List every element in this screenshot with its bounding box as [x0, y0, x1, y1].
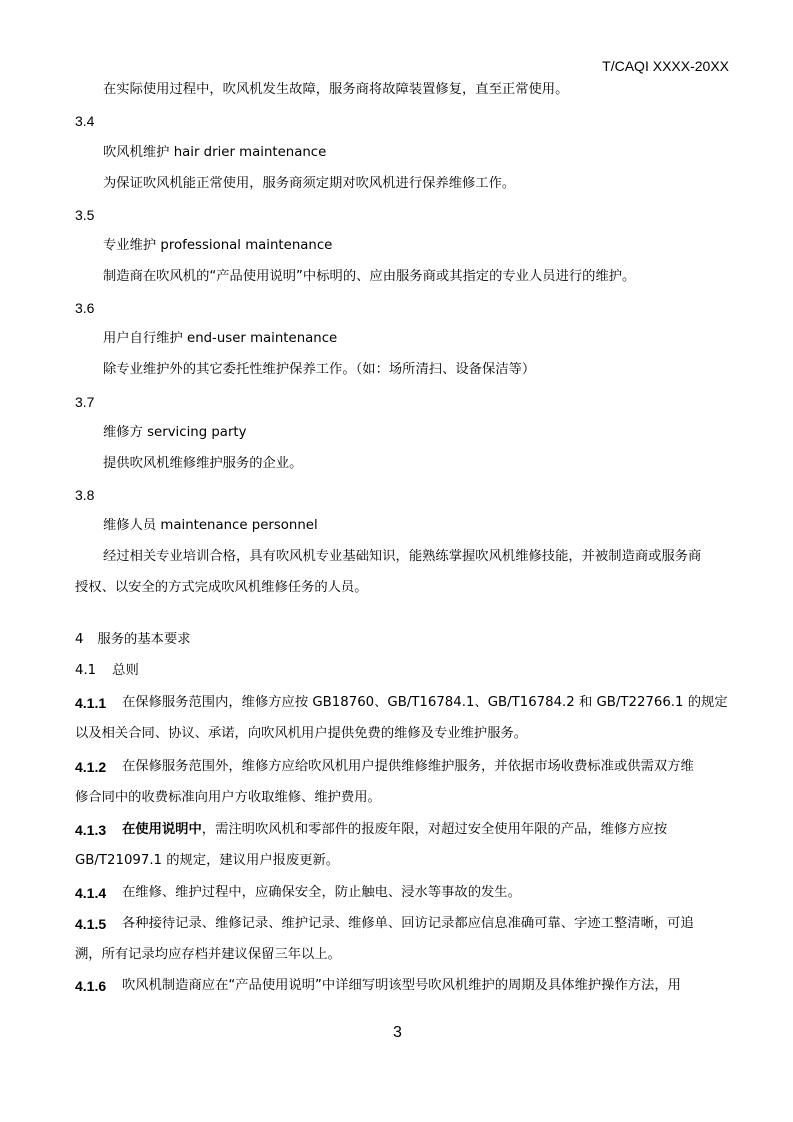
- section-heading: [75, 630, 191, 650]
- clause-number: 4.1.2: [75, 759, 107, 775]
- section-number: 4: [75, 632, 84, 647]
- intro-line: 在实际使用过程中，吹风机发生故障，服务商将故障装置修复，直至正常使用。: [103, 82, 569, 97]
- subsection-heading: [75, 661, 139, 681]
- page-number: 3: [393, 1024, 402, 1041]
- doc-code-header: T/CAQI XXXX-20XX: [602, 58, 729, 74]
- term-number: 3.6: [75, 300, 95, 316]
- term-title: 用户自行维护 end-user maintenance: [103, 331, 338, 346]
- clause-text: [122, 820, 667, 840]
- term-number: 3.4: [75, 113, 95, 129]
- clause-number: 4.1.5: [75, 916, 107, 932]
- term-definition: 为保证吹风机能正常使用，服务商须定期对吹风机进行保养维修工作。: [103, 176, 516, 191]
- term-title: 吹风机维护 hair drier maintenance: [103, 145, 327, 160]
- clause-number: 4.1.1: [75, 695, 107, 711]
- clause-emphasis: 在使用说明中: [122, 822, 202, 837]
- term-title: 专业维护 professional maintenance: [103, 238, 333, 253]
- clause-text: 修合同中的收费标准向用户方收取维修、维护费用。: [75, 790, 381, 805]
- clause-text: GB/T21097.1 的规定，建议用户报废更新。: [75, 853, 340, 868]
- clause-text: 在保修服务范围外，维修方应给吹风机用户提供维修维护服务，并依据市场收费标准或供需双方维: [122, 759, 694, 774]
- clause-number: 4.1.6: [75, 978, 107, 994]
- term-definition: 提供吹风机维修维护服务的企业。: [103, 456, 303, 471]
- term-title: 维修方 servicing party: [103, 425, 247, 440]
- clause-text: 在维修、维护过程中，应确保安全，防止触电、浸水等事故的发生。: [122, 885, 521, 900]
- term-number: 3.8: [75, 487, 95, 503]
- clause-number: 4.1.3: [75, 822, 107, 838]
- subsection-title: 总则: [112, 663, 139, 678]
- clause-text: 吹风机制造商应在“产品使用说明”中详细写明该型号吹风机维护的周期及具体维护操作方法，用: [122, 978, 681, 993]
- clause-text-rest: ，需注明吹风机和零部件的报废年限，对超过安全使用年限的产品，维修方应按: [201, 822, 668, 837]
- term-definition: 除专业维护外的其它委托性维护保养工作。（如：场所清扫、设备保洁等）: [103, 362, 536, 377]
- term-number: 3.5: [75, 207, 95, 223]
- term-definition: 经过相关专业培训合格，具有吹风机专业基础知识，能熟练掌握吹风机维修技能，并被制造商或服务商: [103, 549, 702, 564]
- clause-text: 溯，所有记录均应存档并建议保留三年以上。: [75, 947, 341, 962]
- term-definition: 授权、以安全的方式完成吹风机维修任务的人员。: [75, 580, 368, 595]
- clause-text: 在保修服务范围内，维修方应按 GB18760、GB/T16784.1、GB/T16784.2 和 GB/T22766.1 的规定: [122, 695, 728, 710]
- section-title: 服务的基本要求: [97, 632, 191, 647]
- subsection-number: 4.1: [75, 663, 97, 678]
- clause-number: 4.1.4: [75, 885, 107, 901]
- clause-text: 以及相关合同、协议、承诺，向吹风机用户提供免费的维修及专业维护服务。: [75, 726, 528, 741]
- term-number: 3.7: [75, 394, 95, 410]
- term-title: 维修人员 maintenance personnel: [103, 518, 318, 533]
- term-definition: 制造商在吹风机的“产品使用说明”中标明的、应由服务商或其指定的专业人员进行的维护。: [103, 269, 636, 284]
- clause-text: 各种接待记录、维修记录、维护记录、维修单、回访记录都应信息准确可靠、字迹工整清晰，可追: [122, 916, 694, 931]
